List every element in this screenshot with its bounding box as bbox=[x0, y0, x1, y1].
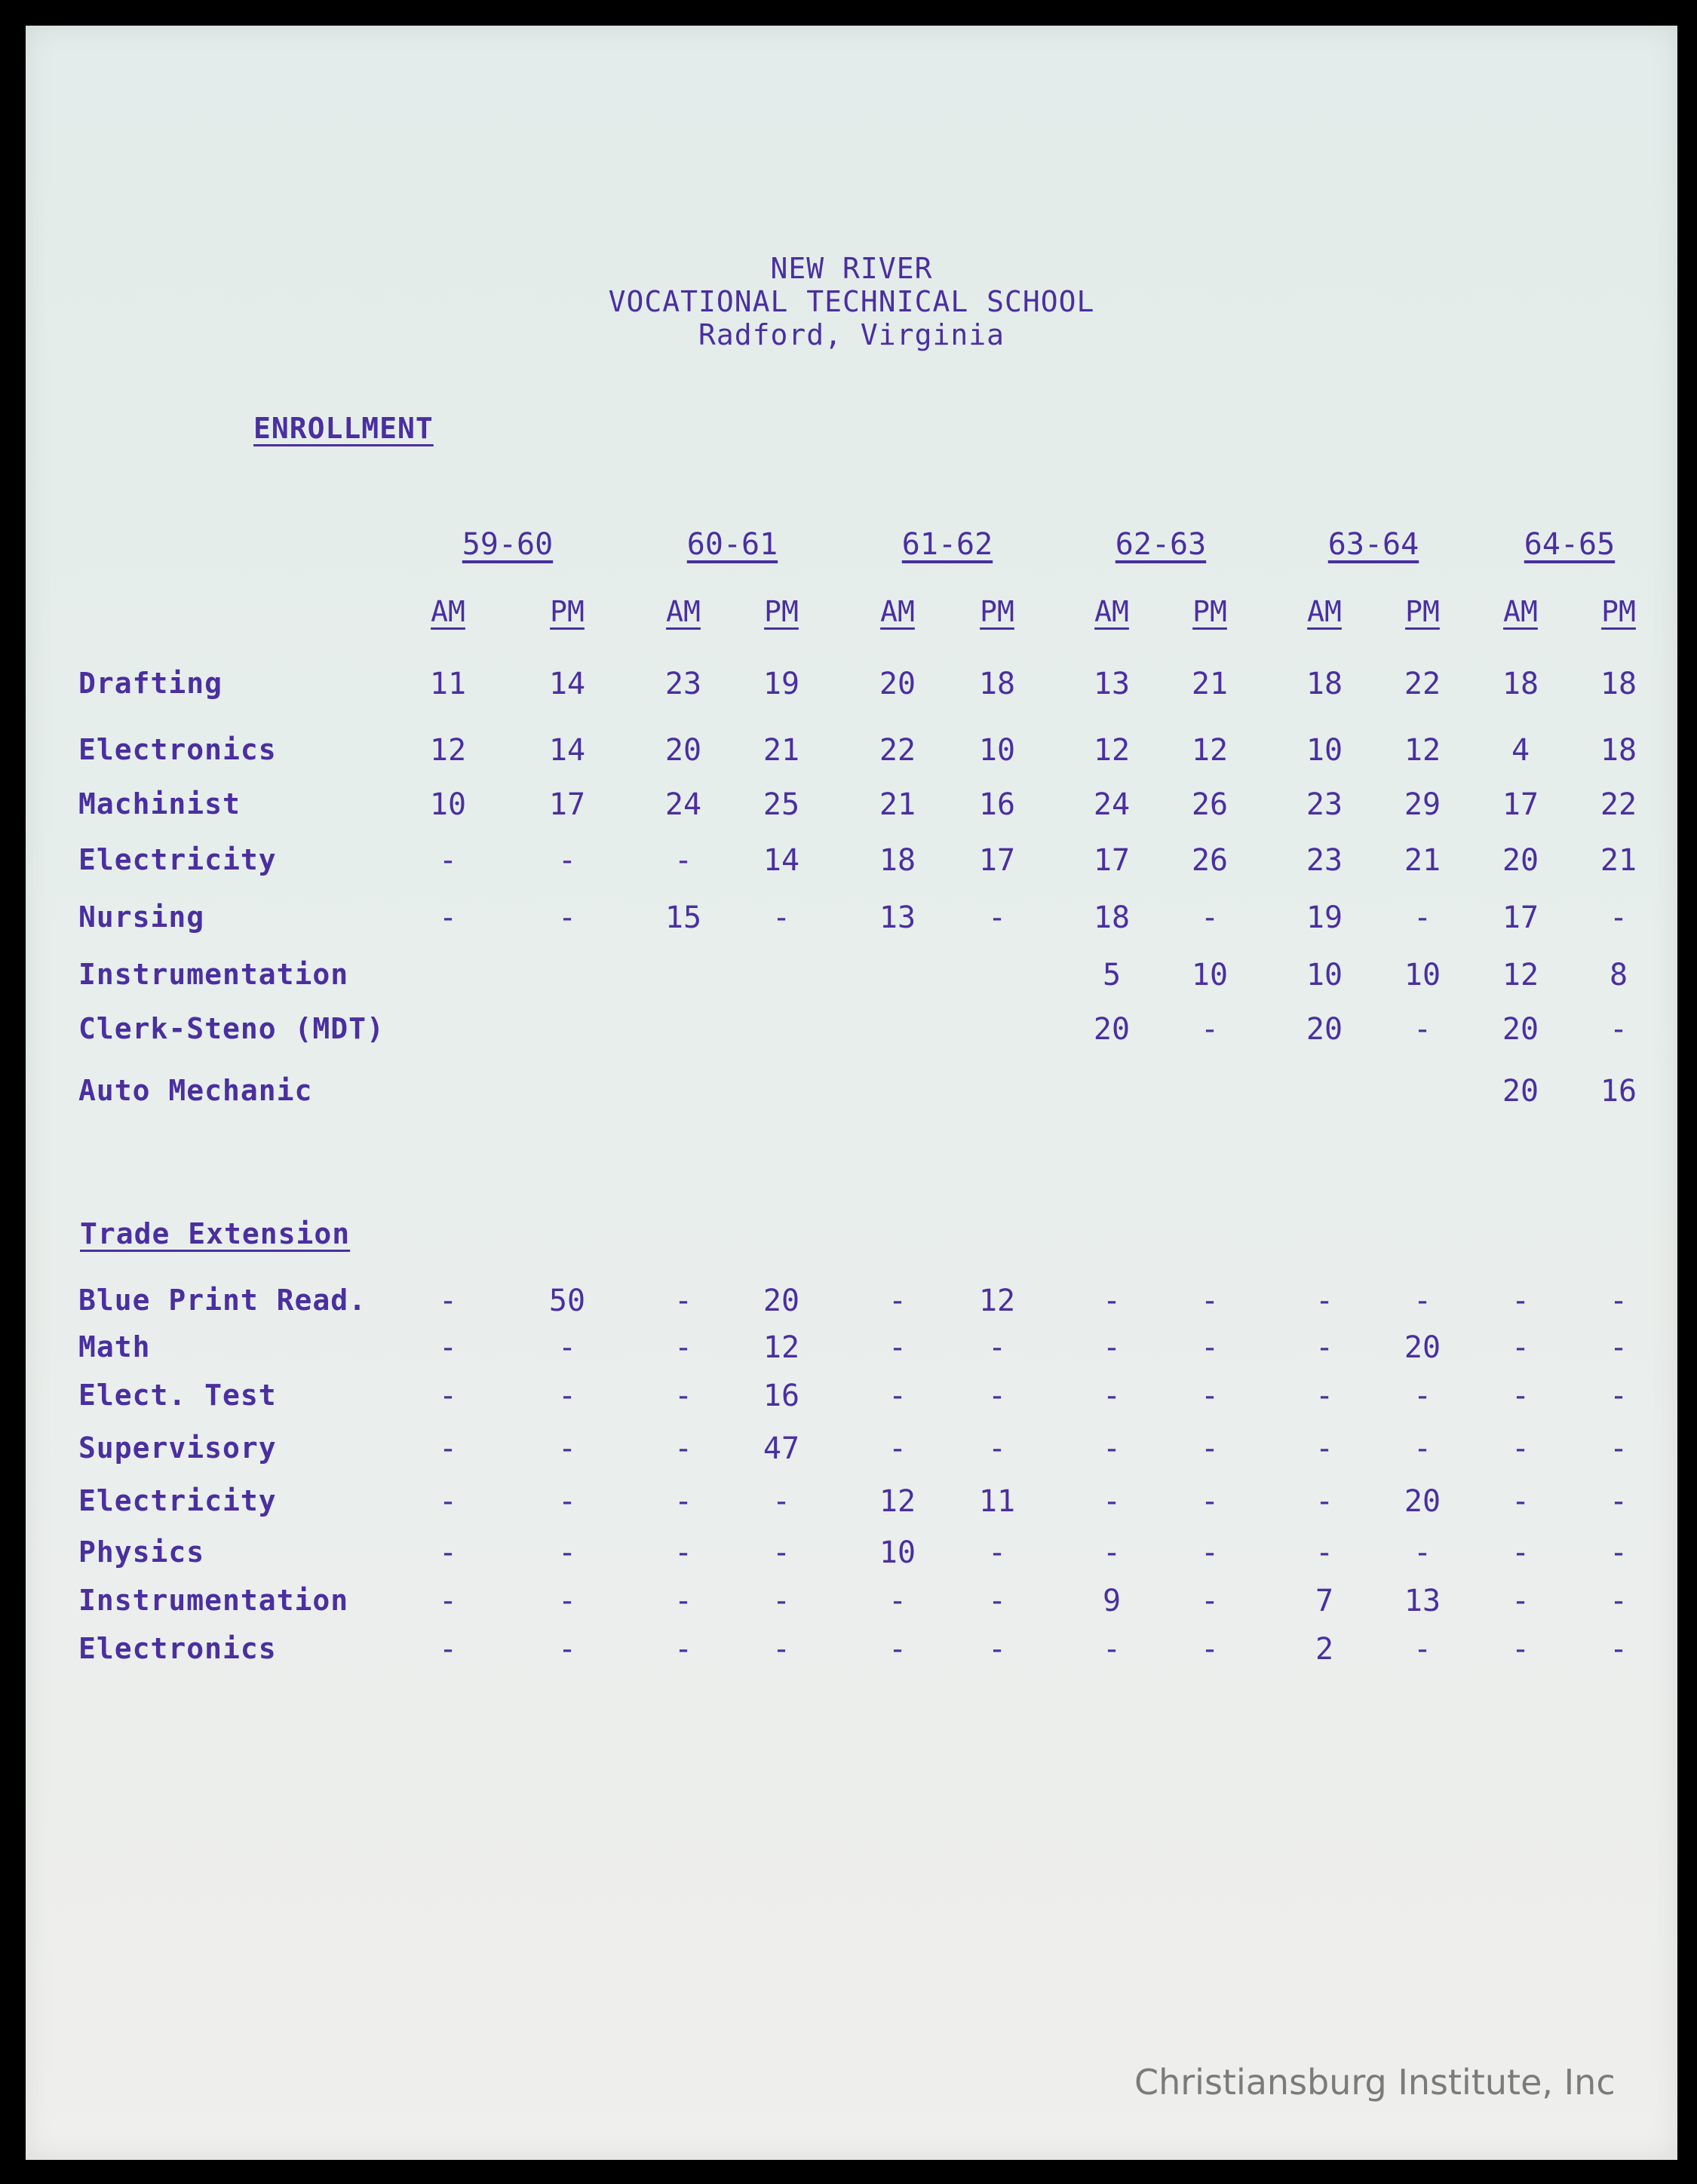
trade-row-cell: - bbox=[888, 1431, 907, 1466]
enrollment-row-cell: 18 bbox=[978, 667, 1016, 701]
trade-row-cell: - bbox=[1609, 1431, 1628, 1466]
enrollment-row-cell: 12 bbox=[1191, 733, 1229, 768]
enrollment-row-cell: 18 bbox=[879, 843, 916, 878]
session-header: AM bbox=[1094, 595, 1129, 628]
trade-row-cell: - bbox=[1315, 1284, 1334, 1318]
session-header: PM bbox=[1601, 595, 1636, 628]
enrollment-row-cell: - bbox=[1200, 900, 1220, 935]
header-location: Radford, Virginia bbox=[698, 318, 1005, 351]
trade-row-cell: 9 bbox=[1102, 1584, 1122, 1618]
trade-row-label: Elect. Test bbox=[78, 1379, 277, 1412]
trade-row-cell: - bbox=[1511, 1584, 1530, 1618]
enrollment-row-cell: 11 bbox=[429, 667, 467, 701]
trade-row-cell: - bbox=[438, 1330, 458, 1365]
enrollment-row-cell: - bbox=[1200, 1012, 1220, 1047]
trade-row-cell: - bbox=[1413, 1535, 1432, 1570]
trade-row-cell: - bbox=[438, 1379, 458, 1413]
enrollment-row-cell: - bbox=[674, 843, 693, 878]
session-header: PM bbox=[1405, 595, 1440, 628]
trade-row-cell: - bbox=[438, 1632, 458, 1667]
session-header: PM bbox=[980, 595, 1014, 628]
trade-extension-heading: Trade Extension bbox=[80, 1217, 351, 1250]
trade-row-cell: - bbox=[1413, 1431, 1432, 1466]
trade-row-cell: 12 bbox=[879, 1484, 916, 1519]
enrollment-row-cell: 22 bbox=[1600, 787, 1637, 822]
enrollment-row-cell: 20 bbox=[1093, 1012, 1131, 1047]
trade-row-cell: - bbox=[1102, 1284, 1122, 1318]
trade-row-cell: - bbox=[1511, 1431, 1530, 1466]
enrollment-row-cell: 24 bbox=[1093, 787, 1131, 822]
trade-row-cell: 2 bbox=[1315, 1632, 1334, 1667]
trade-row-cell: - bbox=[1609, 1632, 1628, 1667]
trade-row-cell: - bbox=[1511, 1330, 1530, 1365]
trade-row-cell: - bbox=[557, 1330, 577, 1365]
enrollment-row-cell: 20 bbox=[664, 733, 702, 768]
trade-row-cell: - bbox=[1102, 1535, 1122, 1570]
enrollment-row-cell: 15 bbox=[664, 900, 702, 935]
enrollment-row-cell: 21 bbox=[1600, 843, 1637, 878]
trade-row-cell: - bbox=[1200, 1584, 1220, 1618]
enrollment-row-cell: 12 bbox=[1093, 733, 1131, 768]
trade-row-cell: - bbox=[674, 1632, 693, 1667]
enrollment-row-cell: 10 bbox=[1306, 958, 1343, 992]
trade-row-cell: 12 bbox=[763, 1330, 800, 1365]
trade-row-cell: - bbox=[1102, 1484, 1122, 1519]
enrollment-row-cell: 10 bbox=[978, 733, 1016, 768]
year-header: 63-64 bbox=[1327, 527, 1419, 562]
trade-row-cell: - bbox=[1609, 1484, 1628, 1519]
header-school-type: VOCATIONAL TECHNICAL SCHOOL bbox=[608, 285, 1095, 318]
trade-row-label: Physics bbox=[78, 1535, 205, 1569]
enrollment-heading: ENROLLMENT bbox=[253, 412, 434, 445]
trade-row-cell: - bbox=[888, 1284, 907, 1318]
trade-row-cell: - bbox=[438, 1584, 458, 1618]
trade-row-cell: - bbox=[987, 1431, 1007, 1466]
enrollment-row-cell: 17 bbox=[1093, 843, 1131, 878]
trade-row-cell: - bbox=[557, 1584, 577, 1618]
enrollment-row-label: Electronics bbox=[78, 733, 277, 766]
session-header: AM bbox=[431, 595, 465, 628]
trade-row-cell: - bbox=[1413, 1284, 1432, 1318]
enrollment-row-cell: 21 bbox=[1191, 667, 1229, 701]
enrollment-row-cell: 20 bbox=[1502, 843, 1539, 878]
enrollment-row-cell: - bbox=[1609, 900, 1628, 935]
enrollment-row-cell: 18 bbox=[1306, 667, 1343, 701]
trade-row-cell: 50 bbox=[548, 1284, 586, 1318]
enrollment-row-cell: 20 bbox=[1502, 1074, 1539, 1109]
trade-row-cell: - bbox=[772, 1584, 791, 1618]
trade-row-cell: - bbox=[674, 1484, 693, 1519]
trade-row-cell: - bbox=[1609, 1535, 1628, 1570]
enrollment-row-label: Auto Mechanic bbox=[78, 1074, 313, 1107]
enrollment-row-cell: 14 bbox=[763, 843, 800, 878]
trade-row-cell: - bbox=[1200, 1431, 1220, 1466]
enrollment-row-cell: 12 bbox=[1404, 733, 1441, 768]
trade-row-cell: - bbox=[1315, 1379, 1334, 1413]
enrollment-row-cell: 12 bbox=[429, 733, 467, 768]
trade-row-cell: - bbox=[1609, 1379, 1628, 1413]
trade-row-cell: - bbox=[557, 1632, 577, 1667]
session-header: PM bbox=[764, 595, 799, 628]
trade-row-cell: - bbox=[674, 1431, 693, 1466]
trade-row-cell: - bbox=[557, 1535, 577, 1570]
watermark: Christiansburg Institute, Inc bbox=[1134, 2062, 1616, 2103]
trade-row-cell: - bbox=[1315, 1535, 1334, 1570]
trade-row-cell: - bbox=[987, 1379, 1007, 1413]
trade-row-cell: - bbox=[1200, 1379, 1220, 1413]
enrollment-row-cell: - bbox=[438, 900, 458, 935]
trade-row-cell: - bbox=[1315, 1484, 1334, 1519]
trade-row-cell: - bbox=[557, 1484, 577, 1519]
enrollment-row-cell: - bbox=[557, 900, 577, 935]
trade-row-cell: - bbox=[1511, 1484, 1530, 1519]
trade-row-cell: - bbox=[1315, 1330, 1334, 1365]
trade-row-cell: - bbox=[438, 1535, 458, 1570]
enrollment-row-cell: 13 bbox=[879, 900, 916, 935]
enrollment-row-cell: - bbox=[772, 900, 791, 935]
trade-row-cell: - bbox=[674, 1535, 693, 1570]
trade-row-cell: - bbox=[1413, 1632, 1432, 1667]
enrollment-row-cell: 19 bbox=[763, 667, 800, 701]
trade-row-cell: - bbox=[987, 1330, 1007, 1365]
enrollment-row-cell: 23 bbox=[1306, 787, 1343, 822]
trade-row-cell: - bbox=[1511, 1284, 1530, 1318]
enrollment-row-cell: 21 bbox=[1404, 843, 1441, 878]
trade-row-cell: - bbox=[674, 1584, 693, 1618]
year-header: 59-60 bbox=[462, 527, 554, 562]
trade-row-label: Blue Print Read. bbox=[78, 1284, 367, 1317]
year-header: 61-62 bbox=[901, 527, 993, 562]
trade-row-cell: - bbox=[438, 1431, 458, 1466]
trade-row-cell: - bbox=[987, 1535, 1007, 1570]
session-header: AM bbox=[1307, 595, 1342, 628]
trade-row-cell: - bbox=[1200, 1284, 1220, 1318]
enrollment-row-cell: 12 bbox=[1502, 958, 1539, 992]
enrollment-row-cell: 10 bbox=[429, 787, 467, 822]
session-header: AM bbox=[880, 595, 915, 628]
trade-row-label: Math bbox=[78, 1330, 151, 1363]
enrollment-row-cell: 24 bbox=[664, 787, 702, 822]
session-header: AM bbox=[1503, 595, 1538, 628]
session-header: PM bbox=[550, 595, 585, 628]
trade-row-cell: 11 bbox=[978, 1484, 1016, 1519]
trade-row-cell: - bbox=[1511, 1632, 1530, 1667]
enrollment-row-label: Machinist bbox=[78, 787, 241, 821]
enrollment-row-cell: 18 bbox=[1093, 900, 1131, 935]
trade-row-cell: 12 bbox=[978, 1284, 1016, 1318]
year-header: 62-63 bbox=[1115, 527, 1207, 562]
trade-row-cell: - bbox=[1102, 1330, 1122, 1365]
document-page bbox=[26, 26, 1677, 2160]
enrollment-row-cell: 17 bbox=[1502, 900, 1539, 935]
enrollment-row-label: Clerk-Steno (MDT) bbox=[78, 1012, 385, 1045]
trade-row-cell: - bbox=[1315, 1431, 1334, 1466]
trade-row-cell: - bbox=[1609, 1584, 1628, 1618]
session-header: AM bbox=[666, 595, 701, 628]
enrollment-row-label: Instrumentation bbox=[78, 958, 349, 991]
enrollment-row-cell: 16 bbox=[1600, 1074, 1637, 1109]
trade-row-cell: 7 bbox=[1315, 1584, 1334, 1618]
enrollment-row-cell: 26 bbox=[1191, 787, 1229, 822]
enrollment-row-cell: 18 bbox=[1600, 733, 1637, 768]
enrollment-row-cell: 16 bbox=[978, 787, 1016, 822]
trade-row-cell: - bbox=[1102, 1379, 1122, 1413]
enrollment-row-cell: 18 bbox=[1502, 667, 1539, 701]
enrollment-row-cell: - bbox=[987, 900, 1007, 935]
trade-row-label: Supervisory bbox=[78, 1431, 277, 1465]
trade-row-cell: - bbox=[1200, 1535, 1220, 1570]
enrollment-row-cell: 22 bbox=[1404, 667, 1441, 701]
trade-row-cell: - bbox=[438, 1284, 458, 1318]
trade-row-cell: - bbox=[772, 1535, 791, 1570]
enrollment-row-cell: 18 bbox=[1600, 667, 1637, 701]
enrollment-row-cell: 17 bbox=[978, 843, 1016, 878]
trade-row-cell: - bbox=[888, 1584, 907, 1618]
enrollment-row-cell: 17 bbox=[548, 787, 586, 822]
trade-row-cell: - bbox=[772, 1632, 791, 1667]
enrollment-row-cell: - bbox=[1609, 1012, 1628, 1047]
enrollment-row-cell: - bbox=[438, 843, 458, 878]
trade-row-cell: - bbox=[888, 1330, 907, 1365]
enrollment-row-cell: 8 bbox=[1609, 958, 1628, 992]
trade-row-cell: - bbox=[1413, 1379, 1432, 1413]
trade-row-cell: - bbox=[674, 1284, 693, 1318]
trade-row-cell: - bbox=[1200, 1484, 1220, 1519]
trade-row-cell: 13 bbox=[1404, 1584, 1441, 1618]
enrollment-row-cell: 4 bbox=[1511, 733, 1530, 768]
trade-row-cell: - bbox=[1511, 1379, 1530, 1413]
enrollment-row-cell: 13 bbox=[1093, 667, 1131, 701]
trade-row-cell: - bbox=[438, 1484, 458, 1519]
year-header: 60-61 bbox=[686, 527, 778, 562]
enrollment-row-cell: 14 bbox=[548, 733, 586, 768]
trade-row-label: Electricity bbox=[78, 1484, 277, 1517]
trade-row-cell: 47 bbox=[763, 1431, 800, 1466]
trade-row-cell: - bbox=[557, 1379, 577, 1413]
trade-row-cell: - bbox=[1102, 1632, 1122, 1667]
enrollment-row-label: Electricity bbox=[78, 843, 277, 876]
trade-row-cell: - bbox=[1609, 1330, 1628, 1365]
trade-row-cell: - bbox=[557, 1431, 577, 1466]
trade-row-cell: 20 bbox=[1404, 1484, 1441, 1519]
enrollment-row-cell: 23 bbox=[664, 667, 702, 701]
enrollment-row-cell: 19 bbox=[1306, 900, 1343, 935]
trade-row-cell: - bbox=[1511, 1535, 1530, 1570]
enrollment-row-cell: 20 bbox=[1502, 1012, 1539, 1047]
enrollment-row-cell: 23 bbox=[1306, 843, 1343, 878]
trade-row-label: Electronics bbox=[78, 1632, 277, 1665]
enrollment-row-cell: 21 bbox=[879, 787, 916, 822]
enrollment-row-cell: 10 bbox=[1191, 958, 1229, 992]
enrollment-row-cell: 20 bbox=[1306, 1012, 1343, 1047]
trade-row-cell: - bbox=[987, 1632, 1007, 1667]
trade-row-cell: - bbox=[1200, 1632, 1220, 1667]
enrollment-row-cell: 17 bbox=[1502, 787, 1539, 822]
session-header: PM bbox=[1192, 595, 1227, 628]
trade-row-cell: - bbox=[772, 1484, 791, 1519]
enrollment-row-cell: 29 bbox=[1404, 787, 1441, 822]
trade-row-cell: - bbox=[888, 1632, 907, 1667]
trade-row-cell: - bbox=[674, 1379, 693, 1413]
enrollment-row-cell: 10 bbox=[1306, 733, 1343, 768]
trade-row-cell: 20 bbox=[763, 1284, 800, 1318]
enrollment-row-cell: 20 bbox=[879, 667, 916, 701]
trade-row-cell: - bbox=[1200, 1330, 1220, 1365]
enrollment-row-cell: 21 bbox=[763, 733, 800, 768]
trade-row-cell: 10 bbox=[879, 1535, 916, 1570]
trade-row-cell: - bbox=[888, 1379, 907, 1413]
year-header: 64-65 bbox=[1524, 527, 1616, 562]
enrollment-row-cell: - bbox=[1413, 900, 1432, 935]
trade-row-label: Instrumentation bbox=[78, 1584, 349, 1617]
enrollment-row-cell: 26 bbox=[1191, 843, 1229, 878]
enrollment-row-cell: 25 bbox=[763, 787, 800, 822]
enrollment-row-cell: 14 bbox=[548, 667, 586, 701]
enrollment-row-cell: - bbox=[1413, 1012, 1432, 1047]
enrollment-row-cell: 5 bbox=[1102, 958, 1122, 992]
enrollment-row-cell: 10 bbox=[1404, 958, 1441, 992]
enrollment-row-cell: 22 bbox=[879, 733, 916, 768]
trade-row-cell: 20 bbox=[1404, 1330, 1441, 1365]
enrollment-row-label: Drafting bbox=[78, 667, 223, 700]
trade-row-cell: - bbox=[987, 1584, 1007, 1618]
trade-row-cell: - bbox=[1609, 1284, 1628, 1318]
enrollment-row-label: Nursing bbox=[78, 900, 205, 934]
trade-row-cell: - bbox=[674, 1330, 693, 1365]
enrollment-row-cell: - bbox=[557, 843, 577, 878]
trade-row-cell: - bbox=[1102, 1431, 1122, 1466]
header-school-name: NEW RIVER bbox=[770, 252, 933, 285]
trade-row-cell: 16 bbox=[763, 1379, 800, 1413]
